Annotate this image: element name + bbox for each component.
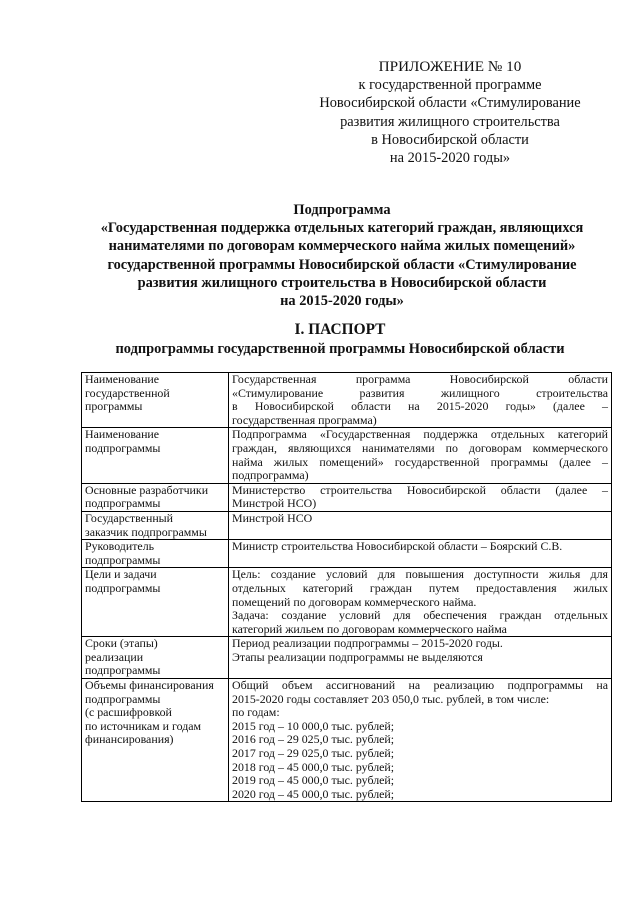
- row-label-line: Наименование: [85, 372, 160, 386]
- row-value-cell: [229, 428, 612, 483]
- row-label-cell: [82, 428, 229, 483]
- row-label-cell: [82, 511, 229, 539]
- table-row: [82, 568, 612, 637]
- row-label-line: по источникам и годам: [85, 718, 202, 733]
- subprogram-line: государственной программы Новосибирской области «Стимулирование: [107, 256, 577, 273]
- table-row: [82, 679, 612, 802]
- subprogram-line: на 2015-2020 годы»: [280, 293, 404, 310]
- row-value-line: граждан, являющихся нанимателями по договорам коммерческого: [232, 440, 608, 455]
- row-label-line: подпрограммы: [85, 580, 161, 595]
- row-label-cell: [82, 483, 229, 511]
- row-label-line: (с расшифровкой: [85, 705, 172, 720]
- passport-heading: [40, 320, 640, 358]
- row-label-cell: [82, 679, 229, 802]
- row-value-line: 2019 год – 45 000,0 тыс. рублей;: [232, 773, 395, 788]
- row-value-cell: [229, 540, 612, 568]
- row-label-line: реализации: [85, 649, 144, 664]
- table-row: [82, 428, 612, 483]
- row-value-line: 2015 год – 10 000,0 тыс. рублей;: [232, 718, 395, 733]
- row-value-line: Задача: создание условий для обеспечения граждан отдельных: [232, 608, 608, 623]
- row-value-line: 2018 год – 45 000,0 тыс. рублей;: [232, 759, 395, 774]
- row-label-line: государственной: [85, 385, 170, 400]
- row-label-line: подпрограммы: [85, 552, 161, 567]
- table-row: [82, 483, 612, 511]
- table-row: [82, 511, 612, 539]
- row-value-line: Министр строительства Новосибирской области – Боярский С.В.: [232, 539, 563, 554]
- row-label-line: Цели и задачи: [85, 567, 157, 582]
- row-value-line: подпрограмма): [232, 468, 309, 483]
- appendix-line: на 2015-2020 годы»: [389, 150, 511, 167]
- subprogram-line: Подпрограмма: [293, 202, 391, 218]
- row-value-line: найма жилых помещений» государственной программы (далее –: [232, 454, 608, 469]
- row-value-cell: [229, 679, 612, 802]
- row-value-line: по годам:: [232, 705, 280, 720]
- appendix-line: в Новосибирской области: [371, 131, 529, 148]
- row-label-cell: [82, 540, 229, 568]
- table-row: [82, 540, 612, 568]
- appendix-header: [300, 58, 600, 167]
- appendix-line: к государственной программе: [358, 77, 542, 94]
- row-value-line: государственная программа): [232, 412, 377, 427]
- row-value-line: Подпрограмма «Государственная поддержка отдельных категорий: [232, 427, 608, 442]
- row-label-line: программы: [85, 399, 143, 414]
- row-label-cell: [82, 568, 229, 637]
- row-label-line: подпрограммы: [85, 691, 161, 706]
- row-value-line: отдельных категорий граждан путем предоставления жилых: [232, 580, 608, 595]
- row-value-line: помещений по договорам коммерческого найма.: [232, 594, 477, 609]
- table-row: [82, 637, 612, 679]
- row-label-line: Сроки (этапы): [85, 636, 158, 651]
- row-label-line: заказчик подпрограммы: [85, 524, 207, 539]
- row-label-cell: [82, 373, 229, 428]
- row-label-line: подпрограммы: [85, 496, 161, 511]
- row-value-cell: [229, 373, 612, 428]
- row-value-line: Период реализации подпрограммы – 2015-2020 годы.: [232, 636, 503, 651]
- row-value-line: 2017 год – 29 025,0 тыс. рублей;: [232, 746, 395, 761]
- row-label-line: подпрограммы: [85, 663, 161, 678]
- row-value-line: в Новосибирской области на 2015-2020 годы» (далее –: [232, 399, 608, 414]
- row-label-line: Наименование: [85, 427, 160, 442]
- row-value-line: Этапы реализации подпрограммы не выделяются: [232, 649, 483, 664]
- row-label-cell: [82, 637, 229, 679]
- row-value-line: Министерство строительства Новосибирской области (далее –: [232, 482, 608, 497]
- row-value-line: Минстрой НСО: [232, 510, 313, 525]
- row-value-cell: [229, 637, 612, 679]
- row-label-line: Объемы финансирования: [85, 678, 214, 693]
- passport-title: I. ПАСПОРТ: [294, 321, 386, 338]
- subprogram-title: [52, 201, 632, 310]
- row-label-line: Руководитель: [85, 539, 155, 554]
- appendix-line: Новосибирской области «Стимулирование: [319, 95, 581, 112]
- row-label-line: подпрограммы: [85, 440, 161, 455]
- row-value-line: «Стимулирование развития жилищного строительства: [232, 385, 608, 400]
- row-value-line: Государственная программа Новосибирской области: [232, 372, 608, 386]
- row-value-cell: [229, 511, 612, 539]
- row-label-line: Основные разработчики: [85, 482, 209, 497]
- appendix-line: развития жилищного строительства: [340, 113, 560, 130]
- passport-table-body: [82, 373, 612, 802]
- row-label-line: финансирования): [85, 732, 174, 747]
- row-value-line: Минстрой НСО): [232, 496, 317, 511]
- appendix-title: ПРИЛОЖЕНИЕ № 10: [378, 58, 522, 75]
- row-value-line: 2020 год – 45 000,0 тыс. рублей;: [232, 786, 395, 801]
- passport-subtitle: подпрограммы государственной программы Новосибирской области: [115, 341, 565, 357]
- subprogram-line: нанимателями по договорам коммерческого найма жилых помещений»: [108, 238, 576, 255]
- row-value-line: категорий жильем по договорам коммерческого найма: [232, 621, 507, 636]
- row-value-cell: [229, 568, 612, 637]
- subprogram-line: развития жилищного строительства в Новосибирской области: [137, 274, 547, 291]
- subprogram-line: «Государственная поддержка отдельных категорий граждан, являющихся: [100, 220, 584, 237]
- table-row: [82, 373, 612, 428]
- row-label-line: Государственный: [85, 510, 174, 525]
- row-value-line: 2015-2020 годы составляет 203 050,0 тыс. рублей, в том числе:: [232, 691, 550, 706]
- row-value-line: Цель: создание условий для повышения доступности жилья для: [232, 567, 608, 582]
- row-value-line: 2016 год – 29 025,0 тыс. рублей;: [232, 732, 395, 747]
- row-value-line: Общий объем ассигнований на реализацию подпрограммы на: [232, 678, 608, 693]
- row-value-cell: [229, 483, 612, 511]
- passport-table: [81, 372, 612, 802]
